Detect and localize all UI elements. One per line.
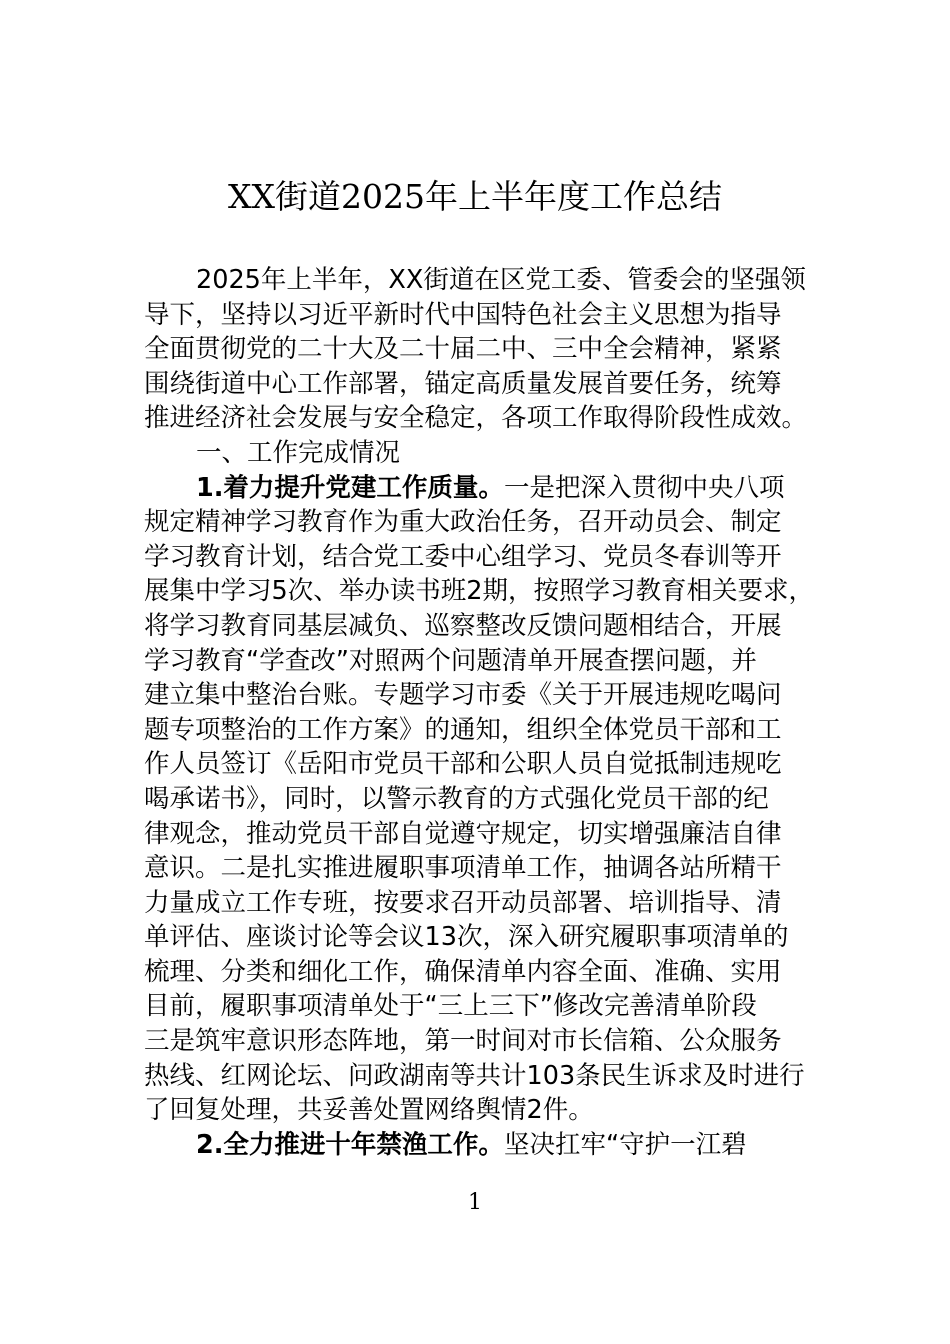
- intro-line: 导下，坚持以习近平新时代中国特色社会主义思想为指导: [144, 299, 782, 330]
- item1-line: 作人员签订《岳阳市党员干部和公职人员自觉抵制违规吃: [144, 749, 782, 780]
- item1-line: 梳理、分类和细化工作，确保清单内容全面、准确、实用: [144, 956, 782, 987]
- item1-line: 建立集中整治台账。专题学习市委《关于开展违规吃喝问: [144, 680, 782, 711]
- item1-line: 三是筑牢意识形态阵地，第一时间对市长信箱、公众服务: [144, 1026, 782, 1057]
- item2-first-rest: 坚决扛牢“守护一江碧: [503, 1129, 747, 1160]
- document-body: [144, 263, 830, 1162]
- item1-first-line: [144, 471, 830, 506]
- intro-line: 2025年上半年，XX街道在区党工委、管委会的坚强领: [196, 265, 806, 295]
- intro-line: 推进经济社会发展与安全稳定，各项工作取得阶段性成效。: [144, 403, 808, 434]
- item1-line: 热线、红网论坛、问政湖南等共计103条民生诉求及时进行: [144, 1060, 805, 1091]
- item1-line: 了回复处理，共妥善处置网络舆情2件。: [144, 1095, 594, 1126]
- item1-line: 题专项整治的工作方案》的通知，组织全体党员干部和工: [144, 714, 782, 745]
- item1-line: 学习教育“学查改”对照两个问题清单开展查摆问题，并: [144, 645, 757, 676]
- item1-line: 力量成立工作专班，按要求召开动员部署、培训指导、清: [144, 887, 782, 918]
- item1-first-rest: 一是把深入贯彻中央八项: [503, 472, 785, 503]
- item1-heading: 1.着力提升党建工作质量。: [196, 472, 504, 503]
- section-heading: 一、工作完成情况: [196, 437, 401, 468]
- intro-line: 围绕街道中心工作部署，锚定高质量发展首要任务，统筹: [144, 368, 782, 399]
- item1-line: 展集中学习5次、举办读书班2期，按照学习教育相关要求，: [144, 576, 814, 607]
- page-number: 1: [468, 1190, 482, 1215]
- item1-line: 规定精神学习教育作为重大政治任务，召开动员会、制定: [144, 507, 782, 538]
- document-title: XX街道2025年上半年度工作总结: [228, 177, 722, 216]
- item2-first-line: [144, 1128, 830, 1163]
- item1-line: 意识。二是扎实推进履职事项清单工作，抽调各站所精干: [144, 853, 782, 884]
- intro-line: 全面贯彻党的二十大及二十届二中、三中全会精神，紧紧: [144, 334, 782, 365]
- item1-line: 律观念，推动党员干部自觉遵守规定，切实增强廉洁自律: [144, 818, 782, 849]
- item1-line: 目前，履职事项清单处于“三上三下”修改完善清单阶段: [144, 991, 757, 1022]
- item2-heading: 2.全力推进十年禁渔工作。: [196, 1129, 504, 1160]
- item1-line: 单评估、座谈讨论等会议13次，深入研究履职事项清单的: [144, 922, 789, 953]
- item1-line: 喝承诺书》，同时，以警示教育的方式强化党员干部的纪: [144, 783, 769, 814]
- item1-line: 将学习教育同基层减负、巡察整改反馈问题相结合，开展: [144, 610, 782, 641]
- item1-line: 学习教育计划，结合党工委中心组学习、党员冬春训等开: [144, 541, 782, 572]
